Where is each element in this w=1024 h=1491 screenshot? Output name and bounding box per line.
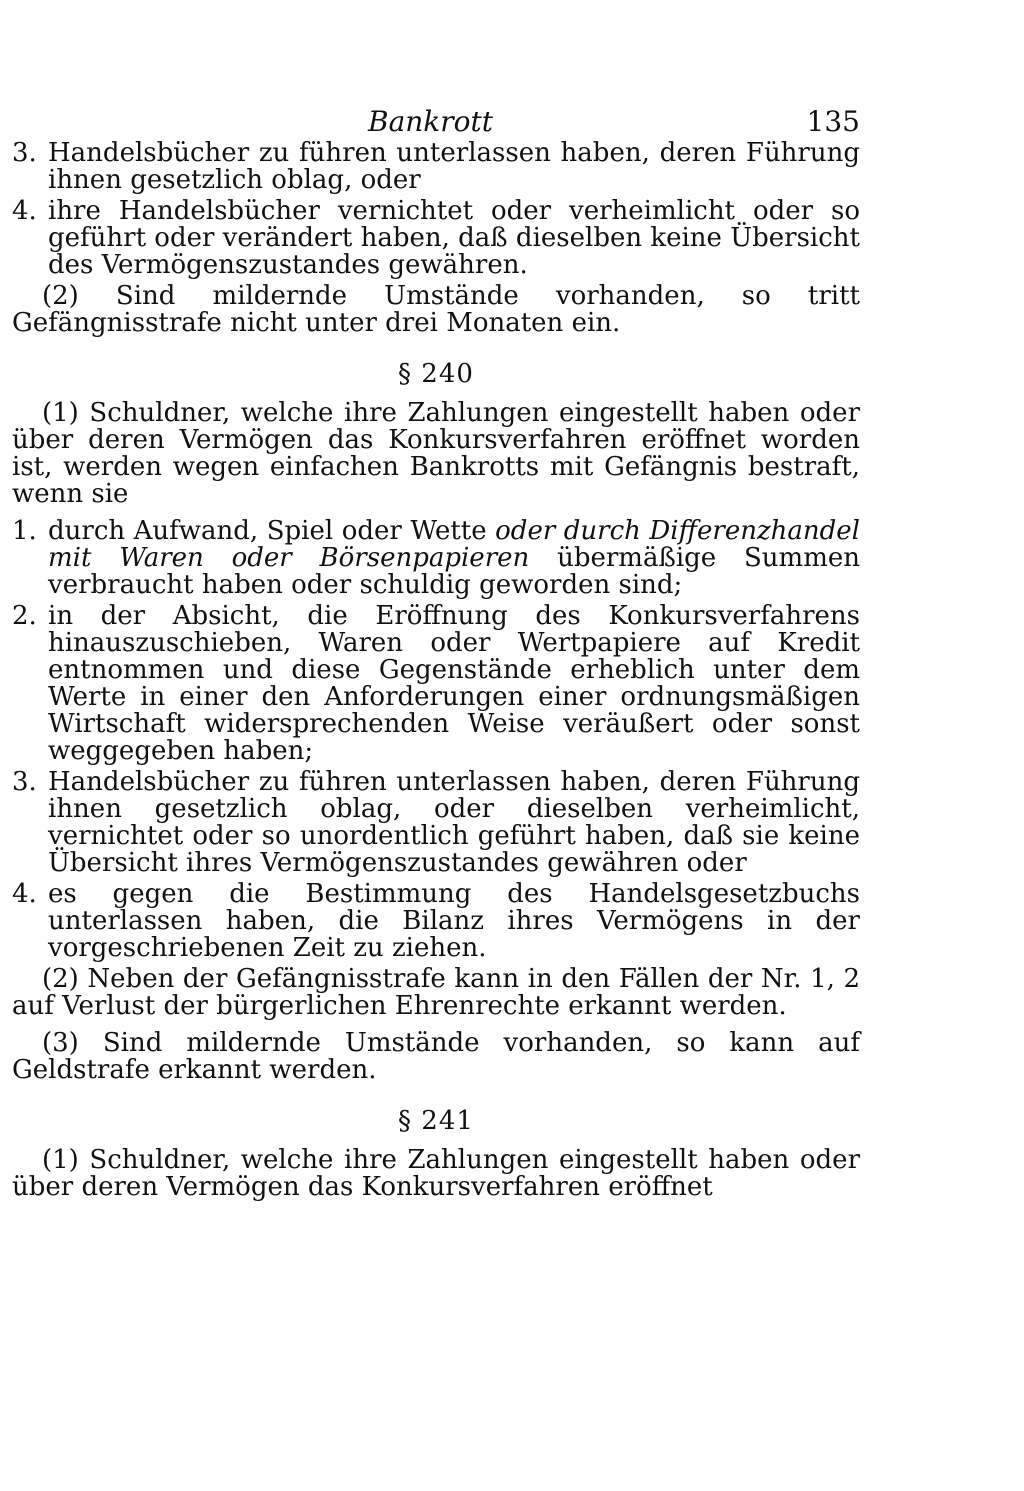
item-number: 4. [12,196,37,226]
item-text-italic: oder durch Differenzhandel mit Waren oder Börsenpapieren [48,516,860,573]
item-text: Handelsbücher zu führen unterlassen haben, deren Führung ihnen gesetzlich oblag, oder [48,138,860,195]
item-text-part: durch Aufwand, Spiel oder Wette [48,516,496,546]
item-number: 3. [12,138,37,168]
s240-paragraph-3: (3) Sind mildernde Umstände vorhanden, so kann auf Geldstrafe erkannt werden. [12,1028,860,1085]
running-title: Bankrott [368,105,494,138]
item-number: 1. [12,516,37,546]
s239-item-3 [12,140,860,194]
s240-item-4 [12,881,860,962]
s240-item-2 [12,603,860,765]
item-text: es gegen die Bestimmung des Handelsgesetzbuchs unterlassen haben, die Bilanz ihres Vermögens in der vorgeschriebenen Zeit zu ziehen. [48,879,860,963]
section-heading-240: § 240 [398,359,474,389]
book-page [12,100,860,1211]
s239-paragraph-2: (2) Sind mildernde Umstände vorhanden, so tritt Gefängnisstrafe nicht unter drei Monaten ein. [12,281,860,338]
item-number: 3. [12,767,37,797]
item-number: 4. [12,879,37,909]
item-text: Handelsbücher zu führen unterlassen haben, deren Führung ihnen gesetzlich oblag, oder dieselben verheimlicht, vernichtet oder so unordentlich geführt haben, daß sie keine Übersicht ihres Vermögenszustandes gewähren oder [48,767,860,878]
item-number: 2. [12,601,37,631]
item-text: in der Absicht, die Eröffnung des Konkursverfahrens hinauszuschieben, Waren oder Wertpapiere auf Kredit entnommen und diese Gegenstände erheblich unter dem Werte in einer den Anforderungen einer ordnungsmäßigen Wirtschaft widersprechenden Weise veräußert oder sonst weggegeben haben; [48,601,860,766]
s241-paragraph-1: (1) Schuldner, welche ihre Zahlungen eingestellt haben oder über deren Vermögen das Konkursverfahren eröffnet [12,1145,860,1202]
s240-item-3 [12,769,860,877]
s240-item-1 [12,518,860,599]
s240-paragraph-1: (1) Schuldner, welche ihre Zahlungen eingestellt haben oder über deren Vermögen das Konkursverfahren eröffnet worden ist, werden wegen einfachen Bankrotts mit Gefängnis bestraft, wenn sie [12,398,860,509]
s239-item-4 [12,198,860,279]
section-heading-241: § 241 [398,1106,474,1136]
running-header [12,100,860,140]
item-text-part: übermäßige Summen verbraucht haben oder schuldig geworden sind; [48,543,860,600]
item-text: ihre Handelsbücher vernichtet oder verheimlicht oder so geführt oder verändert haben, daß dieselben keine Übersicht des Vermögenszustandes gewähren. [48,196,860,280]
page-number: 135 [806,105,860,138]
item-text [48,516,860,600]
s240-paragraph-2: (2) Neben der Gefängnisstrafe kann in den Fällen der Nr. 1, 2 auf Verlust der bürgerlichen Ehrenrechte erkannt werden. [12,964,860,1021]
